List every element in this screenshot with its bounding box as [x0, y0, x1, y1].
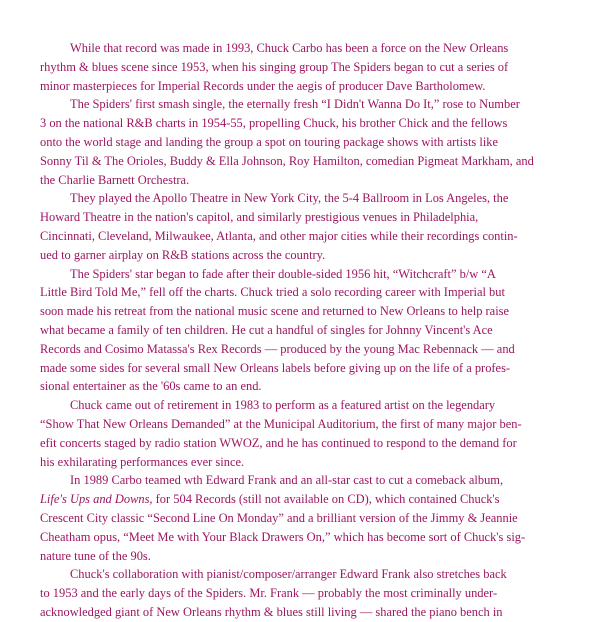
text-line: his exhilarating performances ever since. [40, 454, 245, 469]
text-line: to 1953 and the early days of the Spiders. Mr. Frank — probably the most criminally under- [40, 586, 498, 601]
paragraph-7 [40, 565, 562, 621]
paragraph-3 [40, 189, 562, 264]
text-line: The Spiders' first smash single, the eternally fresh “I Didn't Wanna Do It,” rose to Number [70, 97, 520, 112]
text-line: Chuck's collaboration with pianist/composer/arranger Edward Frank also stretches back [70, 567, 507, 582]
text-line: Records and Cosimo Matassa's Rex Records — produced by the young Mac Rebennack — and [40, 341, 515, 356]
paragraph-6 [40, 471, 562, 565]
text-line: In 1989 Carbo teamed wth Edward Frank and an all-star cast to cut a comeback album, [70, 473, 504, 488]
text-line: They played the Apollo Theatre in New York City, the 5-4 Ballroom in Los Angeles, the [70, 191, 509, 206]
text-line [40, 492, 500, 506]
text-line: nature tune of the 90s. [40, 548, 151, 563]
text-line: 3 on the national R&B charts in 1954-55, propelling Chuck, his brother Chick and the fellows [40, 116, 508, 131]
text-line: Howard Theatre in the nation's capitol, and similarly prestigious venues in Philadelphia, [40, 210, 479, 225]
text-line: soon made his retreat from the national music scene and returned to New Orleans to help raise [40, 304, 510, 319]
text-line: Little Bird Told Me,” fell off the charts. Chuck tried a solo recording career with Imperial but [40, 285, 505, 300]
liner-notes-text [40, 39, 562, 622]
text-line: Crescent City classic “Second Line On Monday” and a brilliant version of the Jimmy & Jeannie [40, 510, 518, 525]
text-line: acknowledged giant of New Orleans rhythm & blues still living — shared the piano bench in [40, 604, 503, 619]
paragraph-1 [40, 39, 562, 95]
text-line: Sonny Til & The Orioles, Buddy & Ella Johnson, Roy Hamilton, comedian Pigmeat Markham, and [40, 153, 534, 168]
text-line: While that record was made in 1993, Chuck Carbo has been a force on the New Orleans [70, 41, 509, 55]
text-line: made some sides for several small New Orleans labels before giving up on the life of a profes- [40, 360, 511, 375]
text-line: Chuck came out of retirement in 1983 to perform as a featured artist on the legendary [70, 398, 496, 413]
text-line: Cincinnati, Cleveland, Milwaukee, Atlanta, and other major cities while their recordings contin- [40, 228, 518, 243]
text-line: efit concerts staged by radio station WWOZ, and he has continued to respond to the demand for [40, 435, 517, 450]
paragraph-4 [40, 265, 562, 397]
text-line: what became a family of ten children. He cut a handful of singles for Johnny Vincent's Ace [40, 322, 493, 337]
album-title: Life's Ups and Downs, [40, 492, 153, 507]
paragraph-5 [40, 396, 562, 471]
text-line: The Spiders' star began to fade after their double-sided 1956 hit, “Witchcraft” b/w “A [70, 266, 496, 281]
text-line: sional entertainer as the '60s came to an end. [40, 379, 262, 394]
text-line-rest: for 504 Records (still not available on CD), which contained Chuck's [155, 492, 500, 507]
text-line: rhythm & blues scene since 1953, when his singing group The Spiders began to cut a series of [40, 59, 509, 74]
text-line: the Charlie Barnett Orchestra. [40, 172, 190, 187]
text-line: minor masterpieces for Imperial Records under the aegis of producer Dave Bartholomew. [40, 78, 486, 93]
text-line: onto the world stage and landing the group a spot on touring package shows with artists like [40, 134, 499, 149]
text-line: ued to garner airplay on R&B stations across the country. [40, 247, 326, 262]
text-line: Cheatham opus, “Meet Me with Your Black Drawers On,” which has become sort of Chuck's sig- [40, 529, 526, 544]
paragraph-2 [40, 95, 562, 189]
text-line: “Show That New Orleans Demanded” at the Municipal Auditorium, the first of many major ben- [40, 416, 522, 431]
